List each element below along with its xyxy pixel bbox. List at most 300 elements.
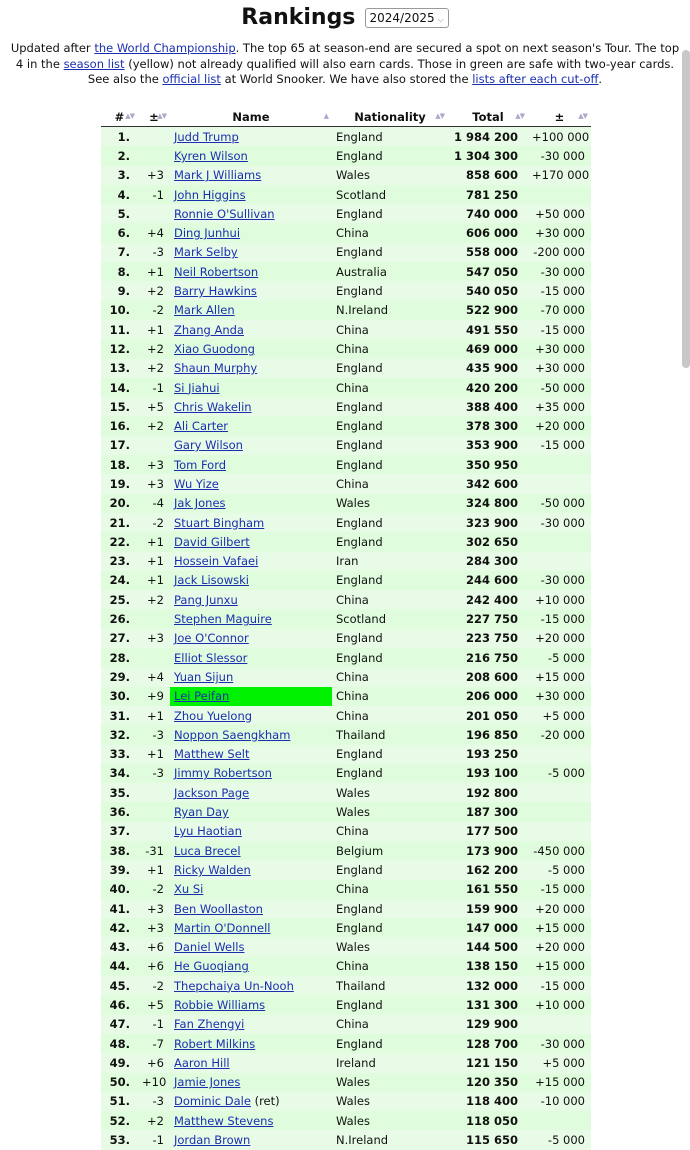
rank-cell: 21.	[101, 513, 138, 532]
name-cell	[170, 301, 332, 320]
column-header-rank[interactable]	[101, 108, 138, 127]
total-cell: 223 750	[448, 629, 528, 648]
nationality-cell: Australia	[332, 262, 448, 281]
player-link[interactable]: Jamie Jones	[174, 1075, 241, 1090]
table-row	[101, 590, 591, 609]
total-cell: 161 550	[448, 880, 528, 899]
column-header-difference[interactable]	[528, 108, 591, 127]
table-row	[101, 706, 591, 725]
player-link[interactable]: Ding Junhui	[174, 226, 241, 241]
name-cell	[170, 320, 332, 339]
table-body	[101, 127, 591, 1150]
difference-cell: -5 000	[528, 1130, 591, 1149]
total-cell: 388 400	[448, 397, 528, 416]
movement-cell: +2	[138, 416, 170, 435]
name-cell	[170, 1092, 332, 1111]
difference-cell: +30 000	[528, 339, 591, 358]
rank-cell: 17.	[101, 436, 138, 455]
movement-cell: +4	[138, 667, 170, 686]
name-cell	[170, 243, 332, 262]
rank-cell: 28.	[101, 648, 138, 667]
rank-cell: 37.	[101, 822, 138, 841]
player-link[interactable]: Si Jiahui	[174, 380, 220, 395]
table-row	[101, 976, 591, 995]
difference-cell: -15 000	[528, 320, 591, 339]
nationality-cell: N.Ireland	[332, 301, 448, 320]
player-link[interactable]: Zhang Anda	[174, 322, 244, 337]
name-cell	[170, 571, 332, 590]
difference-cell: +30 000	[528, 223, 591, 242]
rank-cell: 49.	[101, 1053, 138, 1072]
cutoff-lists-link[interactable]: lists after each cut-off	[472, 72, 599, 86]
total-cell: 284 300	[448, 552, 528, 571]
movement-cell: +2	[138, 590, 170, 609]
movement-cell: +3	[138, 629, 170, 648]
movement-cell: +1	[138, 532, 170, 551]
movement-cell: -3	[138, 725, 170, 744]
name-cell	[170, 185, 332, 204]
player-link[interactable]: Elliot Slessor	[174, 650, 248, 665]
player-link[interactable]: Jordan Brown	[174, 1133, 251, 1148]
total-cell: 540 050	[448, 281, 528, 300]
movement-cell: +1	[138, 571, 170, 590]
nationality-cell: Wales	[332, 166, 448, 185]
movement-cell	[138, 648, 170, 667]
rank-cell: 38.	[101, 841, 138, 860]
difference-cell: +20 000	[528, 416, 591, 435]
total-cell: 435 900	[448, 359, 528, 378]
nationality-cell: Wales	[332, 802, 448, 821]
nationality-cell: England	[332, 436, 448, 455]
movement-cell: +9	[138, 687, 170, 706]
player-link[interactable]: Jak Jones	[174, 496, 226, 511]
table-row	[101, 552, 591, 571]
nationality-cell: China	[332, 667, 448, 686]
difference-cell: -30 000	[528, 146, 591, 165]
player-link[interactable]: Robert Milkins	[174, 1036, 256, 1051]
rank-cell: 50.	[101, 1073, 138, 1092]
player-link[interactable]: Hossein Vafaei	[174, 554, 259, 569]
movement-cell: -1	[138, 185, 170, 204]
rank-cell: 15.	[101, 397, 138, 416]
movement-cell: +1	[138, 860, 170, 879]
name-cell	[170, 937, 332, 956]
difference-cell	[528, 1111, 591, 1130]
nationality-cell: China	[332, 687, 448, 706]
nationality-cell: England	[332, 532, 448, 551]
table-row	[101, 860, 591, 879]
player-link[interactable]: David Gilbert	[174, 534, 250, 549]
official-list-link[interactable]: official list	[162, 72, 221, 86]
player-link[interactable]: Robbie Williams	[174, 998, 266, 1012]
table-row	[101, 1053, 591, 1072]
player-link[interactable]: John Higgins	[174, 187, 246, 202]
column-label: Nationality	[354, 110, 426, 124]
table-row	[101, 687, 591, 706]
player-link[interactable]: Xu Si	[174, 882, 204, 897]
rank-cell: 45.	[101, 976, 138, 995]
rank-cell: 10.	[101, 301, 138, 320]
total-cell: 781 250	[448, 185, 528, 204]
rank-cell: 32.	[101, 725, 138, 744]
difference-cell: -15 000	[528, 436, 591, 455]
rank-cell: 41.	[101, 899, 138, 918]
nationality-cell: Iran	[332, 552, 448, 571]
total-cell: 187 300	[448, 802, 528, 821]
player-link[interactable]: Matthew Selt	[174, 747, 250, 762]
player-link[interactable]: Fan Zhengyi	[174, 1017, 245, 1032]
total-cell: 138 150	[448, 957, 528, 976]
rank-cell: 14.	[101, 378, 138, 397]
player-link[interactable]: Matthew Stevens	[174, 1113, 274, 1128]
name-cell	[170, 1130, 332, 1149]
difference-cell: -30 000	[528, 262, 591, 281]
player-link[interactable]: Daniel Wells	[174, 940, 245, 955]
difference-cell: +35 000	[528, 397, 591, 416]
name-cell	[170, 204, 332, 223]
table-row	[101, 185, 591, 204]
difference-cell	[528, 185, 591, 204]
table-row	[101, 725, 591, 744]
table-row	[101, 474, 591, 493]
nationality-cell: England	[332, 416, 448, 435]
name-cell	[170, 629, 332, 648]
nationality-cell: England	[332, 899, 448, 918]
nationality-cell: N.Ireland	[332, 1130, 448, 1149]
movement-cell: -1	[138, 1015, 170, 1034]
nationality-cell: Wales	[332, 494, 448, 513]
nationality-cell: Wales	[332, 1111, 448, 1130]
difference-cell: -450 000	[528, 841, 591, 860]
movement-cell: +5	[138, 995, 170, 1014]
nationality-cell: England	[332, 629, 448, 648]
name-cell	[170, 339, 332, 358]
name-cell	[170, 474, 332, 493]
rank-cell: 2.	[101, 146, 138, 165]
player-link[interactable]: Jack Lisowski	[174, 573, 249, 588]
player-link[interactable]: Mark Allen	[174, 303, 235, 318]
season-value: 2024/2025	[369, 10, 435, 25]
player-link[interactable]: Jackson Page	[174, 785, 250, 800]
difference-cell: -20 000	[528, 725, 591, 744]
nationality-cell: England	[332, 127, 448, 147]
total-cell: 129 900	[448, 1015, 528, 1034]
name-cell	[170, 976, 332, 995]
player-link[interactable]: Stephen Maguire	[174, 612, 272, 627]
name-cell	[170, 494, 332, 513]
difference-cell: +5 000	[528, 1053, 591, 1072]
difference-cell: -30 000	[528, 571, 591, 590]
table-row	[101, 127, 591, 147]
movement-cell: +6	[138, 1053, 170, 1072]
rank-cell: 24.	[101, 571, 138, 590]
total-cell: 302 650	[448, 532, 528, 551]
movement-cell: +1	[138, 552, 170, 571]
rank-cell: 42.	[101, 918, 138, 937]
name-cell	[170, 590, 332, 609]
rank-cell: 3.	[101, 166, 138, 185]
table-row	[101, 783, 591, 802]
difference-cell: -200 000	[528, 243, 591, 262]
column-header-total[interactable]	[448, 108, 528, 127]
nationality-cell: England	[332, 397, 448, 416]
name-cell	[170, 359, 332, 378]
player-link[interactable]: Ben Woollaston	[174, 901, 263, 916]
name-cell	[170, 281, 332, 300]
difference-cell: -5 000	[528, 648, 591, 667]
player-link[interactable]: Dominic Dale	[174, 1094, 251, 1109]
rank-cell: 35.	[101, 783, 138, 802]
difference-cell	[528, 552, 591, 571]
nationality-cell: China	[332, 590, 448, 609]
rank-cell: 5.	[101, 204, 138, 223]
retired-note: (ret)	[254, 1094, 280, 1109]
sort-icon: ▲	[323, 112, 328, 120]
table-row	[101, 513, 591, 532]
player-link[interactable]: Joe O'Connor	[174, 631, 249, 646]
rank-cell: 44.	[101, 957, 138, 976]
rank-cell: 30.	[101, 687, 138, 706]
name-cell	[170, 416, 332, 435]
player-link[interactable]: Thepchaiya Un-Nooh	[174, 978, 294, 993]
name-cell	[170, 146, 332, 165]
table-row	[101, 320, 591, 339]
nationality-cell: England	[332, 359, 448, 378]
player-link[interactable]: Neil Robertson	[174, 264, 259, 279]
rank-cell: 16.	[101, 416, 138, 435]
difference-cell: +15 000	[528, 918, 591, 937]
rankings-table	[101, 108, 591, 1150]
rank-cell: 22.	[101, 532, 138, 551]
table-row	[101, 416, 591, 435]
column-header-name[interactable]	[170, 108, 332, 127]
player-link[interactable]: Lei Peifan	[174, 689, 230, 704]
rank-cell: 18.	[101, 455, 138, 474]
name-cell	[170, 764, 332, 783]
total-cell: 323 900	[448, 513, 528, 532]
table-row	[101, 995, 591, 1014]
column-label: ±	[149, 110, 159, 124]
player-link[interactable]: Gary Wilson	[174, 438, 243, 453]
player-link[interactable]: Martin O'Donnell	[174, 920, 271, 935]
nationality-cell: China	[332, 1015, 448, 1034]
movement-cell: -7	[138, 1034, 170, 1053]
column-label: #	[114, 110, 125, 124]
name-cell	[170, 957, 332, 976]
rank-cell: 47.	[101, 1015, 138, 1034]
sort-icon: ▲▼	[157, 112, 166, 120]
nationality-cell: England	[332, 648, 448, 667]
movement-cell: -3	[138, 1092, 170, 1111]
nationality-cell: England	[332, 571, 448, 590]
name-cell	[170, 802, 332, 821]
nationality-cell: China	[332, 339, 448, 358]
total-cell: 469 000	[448, 339, 528, 358]
table-row	[101, 629, 591, 648]
movement-cell: -1	[138, 1130, 170, 1149]
table-row	[101, 571, 591, 590]
nationality-cell: Scotland	[332, 609, 448, 628]
rank-cell: 36.	[101, 802, 138, 821]
total-cell: 242 400	[448, 590, 528, 609]
player-link[interactable]: Mark Selby	[174, 245, 238, 260]
total-cell: 120 350	[448, 1073, 528, 1092]
player-link[interactable]: Lyu Haotian	[174, 824, 242, 839]
difference-cell: +170 000	[528, 166, 591, 185]
player-link[interactable]: Shaun Murphy	[174, 361, 258, 376]
difference-cell: -15 000	[528, 880, 591, 899]
movement-cell: +1	[138, 320, 170, 339]
rank-cell: 6.	[101, 223, 138, 242]
total-cell: 159 900	[448, 899, 528, 918]
season-list-link[interactable]: season list	[63, 56, 125, 71]
player-link[interactable]: Noppon Saengkham	[174, 727, 291, 742]
nationality-cell: England	[332, 146, 448, 165]
name-cell	[170, 1053, 332, 1072]
column-header-movement[interactable]	[138, 108, 170, 127]
difference-cell: -30 000	[528, 1034, 591, 1053]
total-cell: 342 600	[448, 474, 528, 493]
nationality-cell: Thailand	[332, 976, 448, 995]
total-cell: 162 200	[448, 860, 528, 879]
total-cell: 196 850	[448, 725, 528, 744]
name-cell	[170, 609, 332, 628]
table-row	[101, 339, 591, 358]
movement-cell: +6	[138, 937, 170, 956]
nationality-cell: England	[332, 281, 448, 300]
player-link[interactable]: Ricky Walden	[174, 862, 251, 877]
total-cell: 353 900	[448, 436, 528, 455]
player-link[interactable]: Jimmy Robertson	[174, 766, 272, 781]
movement-cell: +2	[138, 1111, 170, 1130]
movement-cell: +2	[138, 339, 170, 358]
movement-cell: -3	[138, 764, 170, 783]
name-cell	[170, 378, 332, 397]
table-row	[101, 262, 591, 281]
player-link[interactable]: Chris Wakelin	[174, 399, 252, 414]
chevron-down-icon: ⌵	[437, 14, 444, 24]
nationality-cell: China	[332, 957, 448, 976]
world-championship-link[interactable]: the World Championship	[94, 41, 236, 55]
name-cell	[170, 166, 332, 185]
column-label: Total	[472, 110, 504, 124]
player-link[interactable]: Aaron Hill	[174, 1055, 230, 1070]
player-link[interactable]: Kyren Wilson	[174, 148, 248, 163]
player-link[interactable]: He Guoqiang	[174, 959, 249, 974]
nationality-cell: England	[332, 995, 448, 1014]
player-link[interactable]: Pang Junxu	[174, 592, 238, 607]
name-cell	[170, 532, 332, 551]
rank-cell: 52.	[101, 1111, 138, 1130]
player-link[interactable]: Yuan Sijun	[174, 669, 234, 684]
nationality-cell: Belgium	[332, 841, 448, 860]
difference-cell: +15 000	[528, 1073, 591, 1092]
table-row	[101, 436, 591, 455]
player-link[interactable]: Ronnie O'Sullivan	[174, 206, 275, 221]
difference-cell: -30 000	[528, 513, 591, 532]
difference-cell	[528, 745, 591, 764]
difference-cell: +20 000	[528, 937, 591, 956]
rank-cell: 25.	[101, 590, 138, 609]
table-row	[101, 223, 591, 242]
column-header-nationality[interactable]	[332, 108, 448, 127]
movement-cell: -4	[138, 494, 170, 513]
total-cell: 128 700	[448, 1034, 528, 1053]
name-cell	[170, 667, 332, 686]
rank-cell: 8.	[101, 262, 138, 281]
player-link[interactable]: Wu Yize	[174, 476, 219, 491]
movement-cell: +2	[138, 359, 170, 378]
table-row	[101, 1034, 591, 1053]
rank-cell: 11.	[101, 320, 138, 339]
player-link[interactable]: Barry Hawkins	[174, 284, 257, 299]
table-row	[101, 1111, 591, 1130]
total-cell: 115 650	[448, 1130, 528, 1149]
difference-cell: -10 000	[528, 1092, 591, 1111]
total-cell: 177 500	[448, 822, 528, 841]
page-header	[0, 0, 690, 35]
name-cell	[170, 397, 332, 416]
total-cell: 1 304 300	[448, 146, 528, 165]
player-link[interactable]: Luca Brecel	[174, 843, 241, 858]
player-link[interactable]: Mark J Williams	[174, 168, 262, 183]
difference-cell	[528, 532, 591, 551]
movement-cell: +3	[138, 474, 170, 493]
page-scrollbar[interactable]	[682, 50, 690, 368]
player-link[interactable]: Stuart Bingham	[174, 515, 265, 530]
total-cell: 1 984 200	[448, 127, 528, 147]
rank-cell: 27.	[101, 629, 138, 648]
name-cell	[170, 648, 332, 667]
nationality-cell: China	[332, 822, 448, 841]
player-link[interactable]: Zhou Yuelong	[174, 708, 253, 723]
difference-cell: +15 000	[528, 957, 591, 976]
table-row	[101, 667, 591, 686]
total-cell: 121 150	[448, 1053, 528, 1072]
name-cell	[170, 513, 332, 532]
difference-cell: +5 000	[528, 706, 591, 725]
rank-cell: 29.	[101, 667, 138, 686]
column-label: ±	[554, 110, 565, 124]
player-link[interactable]: Tom Ford	[174, 457, 227, 472]
player-link[interactable]: Judd Trump	[174, 129, 239, 144]
name-cell	[170, 223, 332, 242]
nationality-cell: Wales	[332, 937, 448, 956]
table-row	[101, 359, 591, 378]
intro-part: Updated after	[10, 41, 95, 55]
name-cell	[170, 880, 332, 899]
season-select[interactable]	[365, 8, 449, 28]
player-link[interactable]: Xiao Guodong	[174, 341, 255, 356]
total-cell: 858 600	[448, 166, 528, 185]
rank-cell: 4.	[101, 185, 138, 204]
nationality-cell: England	[332, 455, 448, 474]
player-link[interactable]: Ryan Day	[174, 805, 229, 820]
name-cell	[170, 687, 332, 706]
nationality-cell: England	[332, 243, 448, 262]
difference-cell: +20 000	[528, 899, 591, 918]
player-link[interactable]: Ali Carter	[174, 419, 229, 434]
nationality-cell: Thailand	[332, 725, 448, 744]
column-label: Name	[232, 110, 270, 124]
difference-cell: -15 000	[528, 281, 591, 300]
table-row	[101, 841, 591, 860]
nationality-cell: England	[332, 513, 448, 532]
table-row	[101, 899, 591, 918]
rank-cell: 23.	[101, 552, 138, 571]
rank-cell: 46.	[101, 995, 138, 1014]
total-cell: 378 300	[448, 416, 528, 435]
